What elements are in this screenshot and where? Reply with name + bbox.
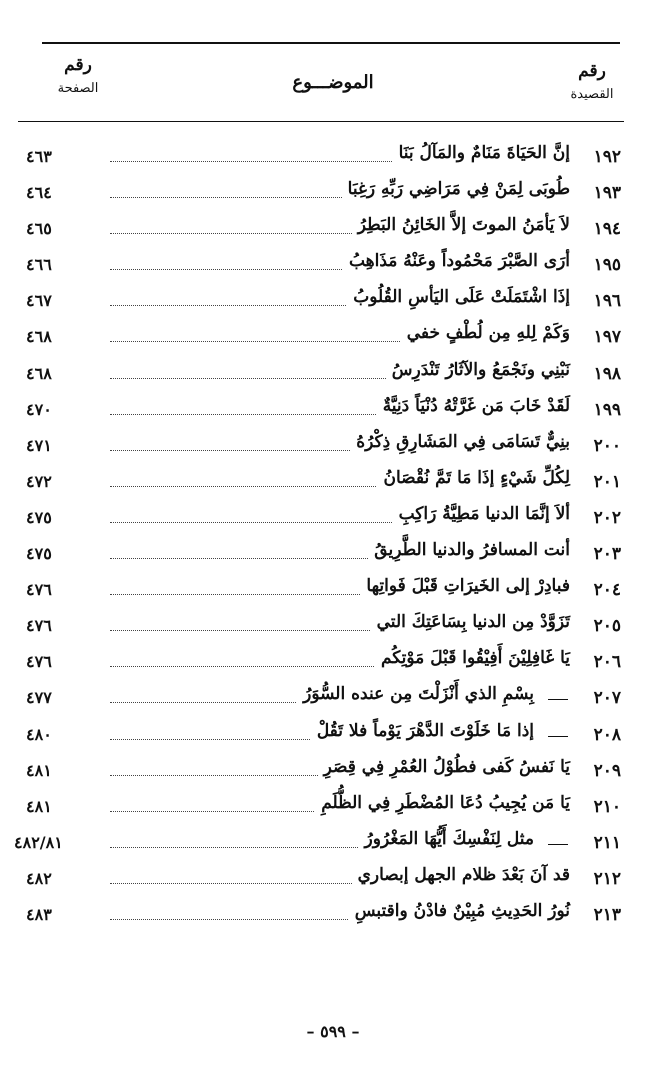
poem-number: ١٩٨ (593, 363, 621, 384)
list-item (0, 211, 666, 247)
poem-title: ألاَ إنَّمَا الدنيا مَطِيَّةُ رَاكِبِ (393, 504, 570, 524)
poem-number: ٢٠٥ (593, 616, 621, 637)
page-footer-number: – ٥٩٩ – (306, 1022, 360, 1041)
poem-title: يَا غَافِلِيْنَ أَفِيْقُوا قَبْلَ مَوْتِكُم (375, 648, 570, 668)
poem-title: قد آنَ بَعْدَ ظلام الجهل إبصاري (352, 865, 570, 885)
page-number: ٤٨٢ (26, 868, 52, 888)
poem-number: ١٩٤ (593, 219, 621, 240)
poem-title: نَبْنِي ونَجْمَعُ والآثَارُ تَنْدَرِسُ (386, 360, 570, 380)
page-number: ٤٧١ (26, 435, 52, 455)
page-number: ٤٦٤ (26, 183, 52, 203)
poem-title: يَا نَفسُ كَفى فطُوْلُ العُمْرِ فِي قِصَرِ (318, 757, 570, 777)
list-item (0, 500, 666, 536)
list-item (0, 825, 666, 861)
page-number: ٤٨٢/٨١ (14, 832, 63, 852)
poem-title: إذَا اشْتَمَلَتْ عَلَى اليَأسِ القُلُوبُ (347, 287, 570, 307)
poem-title: يَا مَن يُجِيبُ دُعَا المُضْطَرِ فِي الظُّلَمِ (315, 793, 570, 813)
page-number: ٤٨٠ (26, 724, 52, 744)
poem-title: بنِيٌّ تَسَامَى فِي المَشَارِقِ ذِكْرُهُ (350, 432, 570, 452)
poem-number: ٢٠٠ (593, 435, 621, 456)
page-number: ٤٧٠ (26, 399, 52, 419)
poem-number: ١٩٩ (593, 399, 621, 420)
list-item (0, 897, 666, 933)
list-item (0, 175, 666, 211)
page-number: ٤٦٧ (26, 291, 52, 311)
poem-title: أرَى الصَّبْرَ مَحْمُوداً وعَنْهُ مَذَاهِبُ (343, 251, 570, 271)
page-number: ٤٧٦ (26, 616, 52, 636)
poem-number: ١٩٢ (593, 147, 621, 167)
poem-number: ٢١٢ (593, 868, 621, 889)
poem-number: ٢٠٤ (593, 580, 621, 601)
poem-title: طُوبَى لِمَنْ فِي مَرَاضِي رَبِّهِ رَغِبَا (342, 179, 570, 199)
header-page-number-sub: الصفحة (57, 80, 99, 96)
poem-number: ٢١١ (593, 832, 621, 853)
page-number: ٤٦٥ (26, 219, 52, 239)
list-item (0, 644, 666, 680)
page-number: ٤٦٦ (26, 255, 52, 275)
list-item (0, 247, 666, 283)
poem-number: ١٩٦ (593, 291, 621, 312)
dash-mark (548, 699, 568, 700)
poem-number: ٢٠٦ (593, 652, 621, 673)
poem-number: ٢٠١ (593, 471, 621, 492)
poem-title: إنَّ الحَيَاةَ مَنَامٌ والمَآلُ بَنَا (393, 143, 570, 163)
list-item (0, 789, 666, 825)
list-item (0, 139, 666, 175)
poem-number: ٢٠٧ (593, 688, 621, 709)
list-item (0, 536, 666, 572)
poem-title: لَقَدْ خَابَ مَن غَرَّتْهُ دُنْيَاً دَنِيَّةٌ (377, 396, 570, 416)
page-number: ٤٨٣ (26, 904, 52, 924)
page-number: ٤٧٧ (26, 688, 52, 708)
poem-title: نُورُ الحَدِيثِ مُبِيْنٌ فادْنُ واقتبسِ (349, 901, 570, 921)
page-number: ٤٨١ (26, 760, 52, 780)
top-rule (42, 42, 620, 44)
poem-title: تَزَوَّدْ مِن الدنيا بِسَاعَتِكَ التي (371, 612, 570, 632)
page-number: ٤٧٥ (26, 544, 52, 564)
list-item (0, 283, 666, 319)
header-poem-number-sub: القصيدة (570, 86, 614, 102)
poem-title: فبادِرْ إلى الخَيرَاتِ قَبْلَ فَواتِها (360, 576, 570, 596)
list-item (0, 753, 666, 789)
dash-mark (548, 736, 568, 737)
list-item (0, 861, 666, 897)
poem-number: ٢٠٩ (593, 760, 621, 781)
poem-title: وَكَمْ لِلهِ مِن لُطْفٍ خفي (401, 323, 570, 343)
list-item (0, 608, 666, 644)
poem-number: ٢٠٢ (593, 507, 621, 528)
header-page-number (38, 56, 118, 96)
page-number: ٤٧٦ (26, 652, 52, 672)
list-item (0, 717, 666, 753)
list-item (0, 680, 666, 716)
page-number: ٤٦٨ (26, 363, 52, 383)
poem-number: ٢٠٣ (593, 544, 621, 565)
poem-number: ٢٠٨ (593, 724, 621, 745)
header-page-number-label: رقم (64, 55, 92, 75)
poem-number: ١٩٥ (593, 255, 621, 276)
page-number: ٤٨١ (26, 796, 52, 816)
list-item (0, 356, 666, 392)
header-poem-number-label: رقم (578, 61, 606, 81)
page-number: ٤٦٨ (26, 327, 52, 347)
list-item (0, 572, 666, 608)
poem-title: مثل لِنَفْسِكَ أَيُّهَا المَغْرُورُ (359, 829, 534, 849)
dash-mark (548, 844, 568, 845)
header-rule (18, 121, 624, 122)
poem-title: أنت المسافرُ والدنيا الطَّرِيقُ (368, 540, 570, 560)
poem-number: ١٩٣ (593, 183, 621, 204)
list-item (0, 428, 666, 464)
list-item (0, 464, 666, 500)
poem-number: ٢١٣ (593, 904, 621, 925)
page-number: ٤٧٢ (26, 471, 52, 491)
header-topic: الموضـــوع (292, 72, 374, 93)
poem-title: لاَ يَأمَنُ الموتَ إلاَّ الخَائِنُ البَطِرُ (352, 215, 570, 235)
poem-title: بِسْمِ الذي أَنْزَلْتَ مِن عنده السُّوَرُ (297, 684, 534, 704)
list-item (0, 319, 666, 355)
page-number: ٤٧٥ (26, 507, 52, 527)
poem-number: ١٩٧ (593, 327, 621, 348)
list-item (0, 392, 666, 428)
poem-title: لِكُلِّ شَيْءٍ إذَا مَا تَمَّ نُقْصَانُ (377, 468, 570, 488)
page-number: ٤٧٦ (26, 580, 52, 600)
page-number: ٤٦٣ (26, 147, 52, 166)
poem-number: ٢١٠ (593, 796, 621, 817)
poem-title: إذا مَا خَلَوْتَ الدَّهْرَ يَوْماً فلا تَقُلْ (311, 721, 534, 741)
index-list (0, 139, 666, 933)
